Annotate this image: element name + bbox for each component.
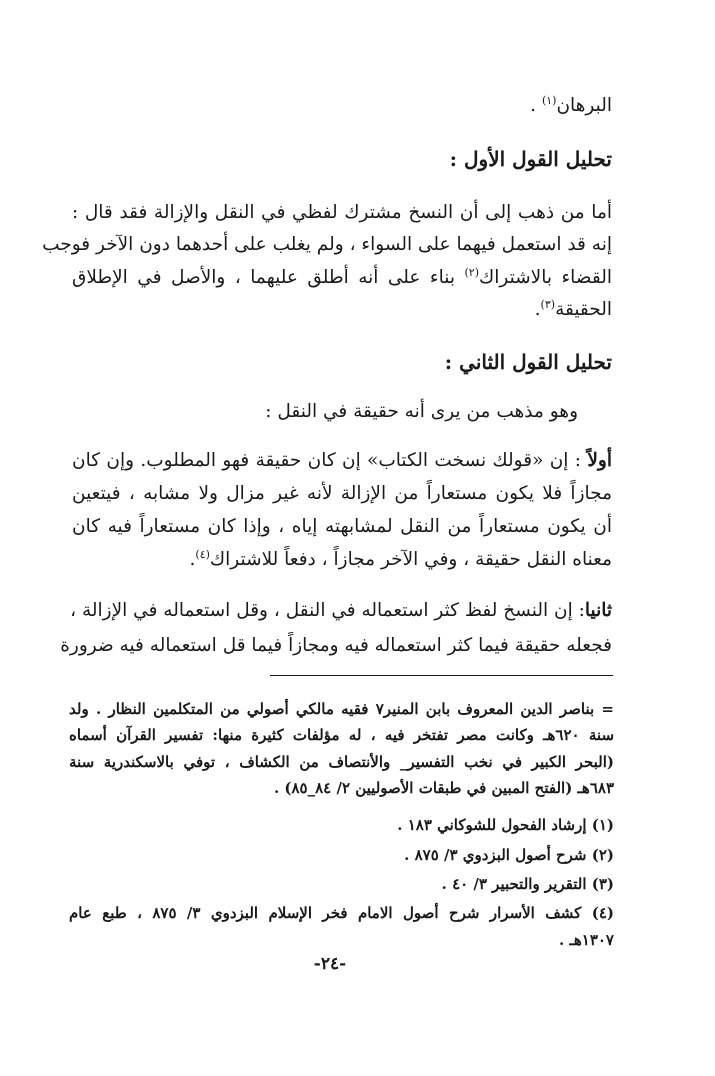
text-line: القضاء بالاشتراك$^{(٢)}$ بناء على أنه أطلق عليهما ، والأصل في الإطلاق [72, 265, 612, 288]
footnote-2: (٢) شرح أصول البزدوي ٣/ ٨٧٥ . [404, 846, 614, 864]
footnote-ref: (٤) [195, 547, 210, 561]
text-line: أن يكون مستعاراً من النقل لمشابهته إياه ، وإذا كان مستعاراً فيه كان [72, 516, 612, 537]
footnote-continuation-line: ٦٨٣هـ (الفتح المبين في طبقات الأصوليين ٢/ ٨٤_٨٥) . [273, 779, 614, 797]
text-line: الحقيقة$^{(٣)}$. [534, 297, 612, 320]
footnote-separator [270, 675, 613, 676]
text-line: مجازاً فلا يكون مستعاراً من الإزالة لأنه غير مزال ولا مشابه ، فيتعين [72, 483, 612, 504]
page-number: -٢٤- [313, 954, 347, 974]
section-heading-first-opinion: تحليل القول الأول : [449, 147, 612, 171]
text-line: معناه النقل حقيقة ، وفي الآخر مجازاً ، دفعاً للاشتراك$^{(٤)}$. [189, 547, 612, 570]
footnote-ref: (١) [541, 93, 557, 107]
point-label-second: ثانيا [584, 600, 612, 621]
text-line: وهو مذهب من يرى أنه حقيقة في النقل : [265, 401, 578, 422]
text-line: أما من ذهب إلى أن النسخ مشترك لفظي في النقل والإزالة فقد قال : [72, 202, 612, 223]
text-line: فجعله حقيقة فيما كثر استعماله فيه ومجازاً فيما قل استعماله فيه ضرورة [60, 635, 612, 656]
section-heading-second-opinion: تحليل القول الثاني : [444, 350, 612, 374]
text-line: ثانيا: إن النسخ لفظ كثر استعماله في النقل ، وقل استعماله في الإزالة ، [70, 600, 612, 621]
text-line: إنه قد استعمل فيهما على السواء ، ولم يغلب على أحدهما دون الآخر فوجب [42, 234, 612, 255]
footnote-4-continuation: ١٣٠٧هـ . [559, 931, 614, 949]
footnote-ref: (٣) [540, 297, 556, 311]
point-label-first: أولاً [587, 450, 612, 471]
footnote-continuation-line: سنة ٦٢٠هـ وكانت مصر تفتخر فيه ، له مؤلفات كثيرة منها: تفسير القرآن أسماه [69, 726, 615, 744]
footnote-continuation-line: (البحر الكبير في نخب التفسير_ والأنتصاف من الكشاف ، توفي بالاسكندرية سنة [69, 753, 614, 771]
text-line: أولاً : إن «قولك نسخت الكتاب» إن كان حقيقة فهو المطلوب. وإن كان [72, 450, 612, 471]
footnote-4: (٤) كشف الأسرار شرح أصول الامام فخر الإسلام البزدوي ٣/ ٨٧٥ ، طبع عام [69, 904, 614, 922]
text-line: البرهان$^{(١)}$ . [530, 93, 612, 116]
footnote-ref: (٢) [464, 265, 479, 279]
footnote-1: (١) إرشاد الفحول للشوكاني ١٨٣ . [397, 816, 614, 834]
footnote-3: (٣) التقرير والتحبير ٣/ ٤٠ . [441, 875, 614, 893]
footnote-continuation-line: = بناصر الدين المعروف بابن المنير٧ فقيه مالكي أصولي من المتكلمين النظار . ولد [69, 700, 614, 718]
